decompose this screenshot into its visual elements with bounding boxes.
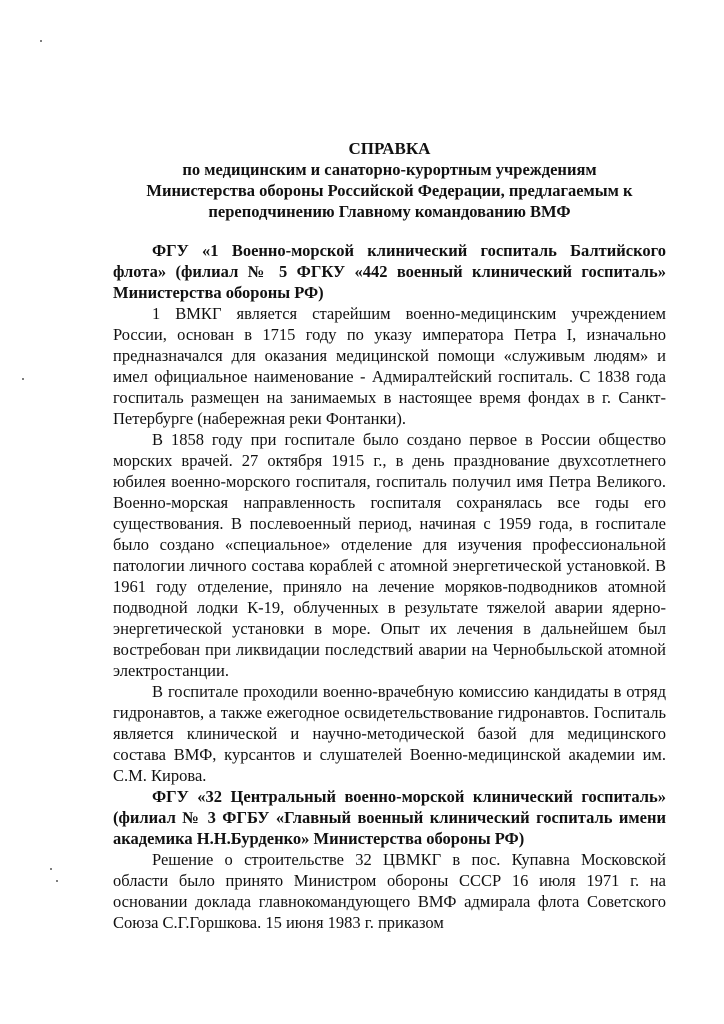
section-1vmkg: [113, 240, 666, 786]
scan-speck: [50, 868, 52, 870]
section-paragraph: Решение о строительстве 32 ЦВМКГ в пос. Купавна Московской области было принято Министром обороны СССР 16 июля 1971 г. на основании доклада главнокомандующего ВМФ адмирала флота Советского Союза С.Г.Горшкова. 15 июня 1983 г. приказом: [113, 850, 666, 932]
section-paragraph: В госпитале проходили военно-врачебную комиссию кандидаты в отряд гидронавтов, а также ежегодное освидетельствование гидронавтов. Госпиталь является клинической и научно-методической базой для медицинского состава ВМФ, курсантов и слушателей Военно-медицинской академии им. С.М. Кирова.: [113, 682, 666, 785]
section-paragraph: В 1858 году при госпитале было создано первое в России общество морских врачей. 27 октября 1915 г., в день празднование двухсотлетнего юбилея военно-морского госпиталя, госпиталь получил имя Петра Великого. Военно-морская направленность госпиталя сохранялась все годы его существования. В послевоенный период, начиная с 1959 года, в госпитале было создано «специальное» отделение для изучения профессиональной патологии личного состава кораблей с атомной энергетической установкой. В 1961 году отделение, приняло на лечение моряков-подводников атомной подводной лодки К-19, облученных в результате тяжелой аварии ядерно-энергетической установки в море. Опыт их лечения в дальнейшем был востребован при ликвидации последствий аварии на Чернобыльской атомной электростанции.: [113, 430, 666, 680]
subtitle-line: Министерства обороны Российской Федерации, предлагаемым к: [146, 181, 633, 200]
scan-speck: [40, 40, 42, 42]
scan-speck: [56, 880, 58, 882]
subtitle-line: переподчинению Главному командованию ВМФ: [208, 202, 571, 221]
document-subtitle: [113, 159, 666, 222]
section-paragraph: 1 ВМКГ является старейшим военно-медицинским учреждением России, основан в 1715 году по указу императора Петра I, изначально предназначался для оказания медицинской помощи «служивым людям» и имел официальное наименование - Адмиралтейский госпиталь. С 1838 года госпиталь размещен на занимаемых в настоящее время фондах в г. Санкт-Петербурге (набережная реки Фонтанки).: [113, 304, 666, 428]
scan-speck: [22, 378, 24, 380]
subtitle-line: по медицинским и санаторно-курортным учреждениям: [182, 160, 597, 179]
section-heading: ФГУ «1 Военно-морской клинический госпиталь Балтийского флота» (филиал № 5 ФГКУ «442 военный клинический госпиталь» Министерства обороны РФ): [113, 241, 666, 302]
document-title: СПРАВКА: [348, 139, 431, 158]
section-32cvmkg: [113, 786, 666, 933]
section-heading: ФГУ «32 Центральный военно-морской клинический госпиталь» (филиал № 3 ФГБУ «Главный военный клинический госпиталь имени академика Н.Н.Бурденко» Министерства обороны РФ): [113, 787, 666, 848]
document-body: [113, 138, 666, 933]
